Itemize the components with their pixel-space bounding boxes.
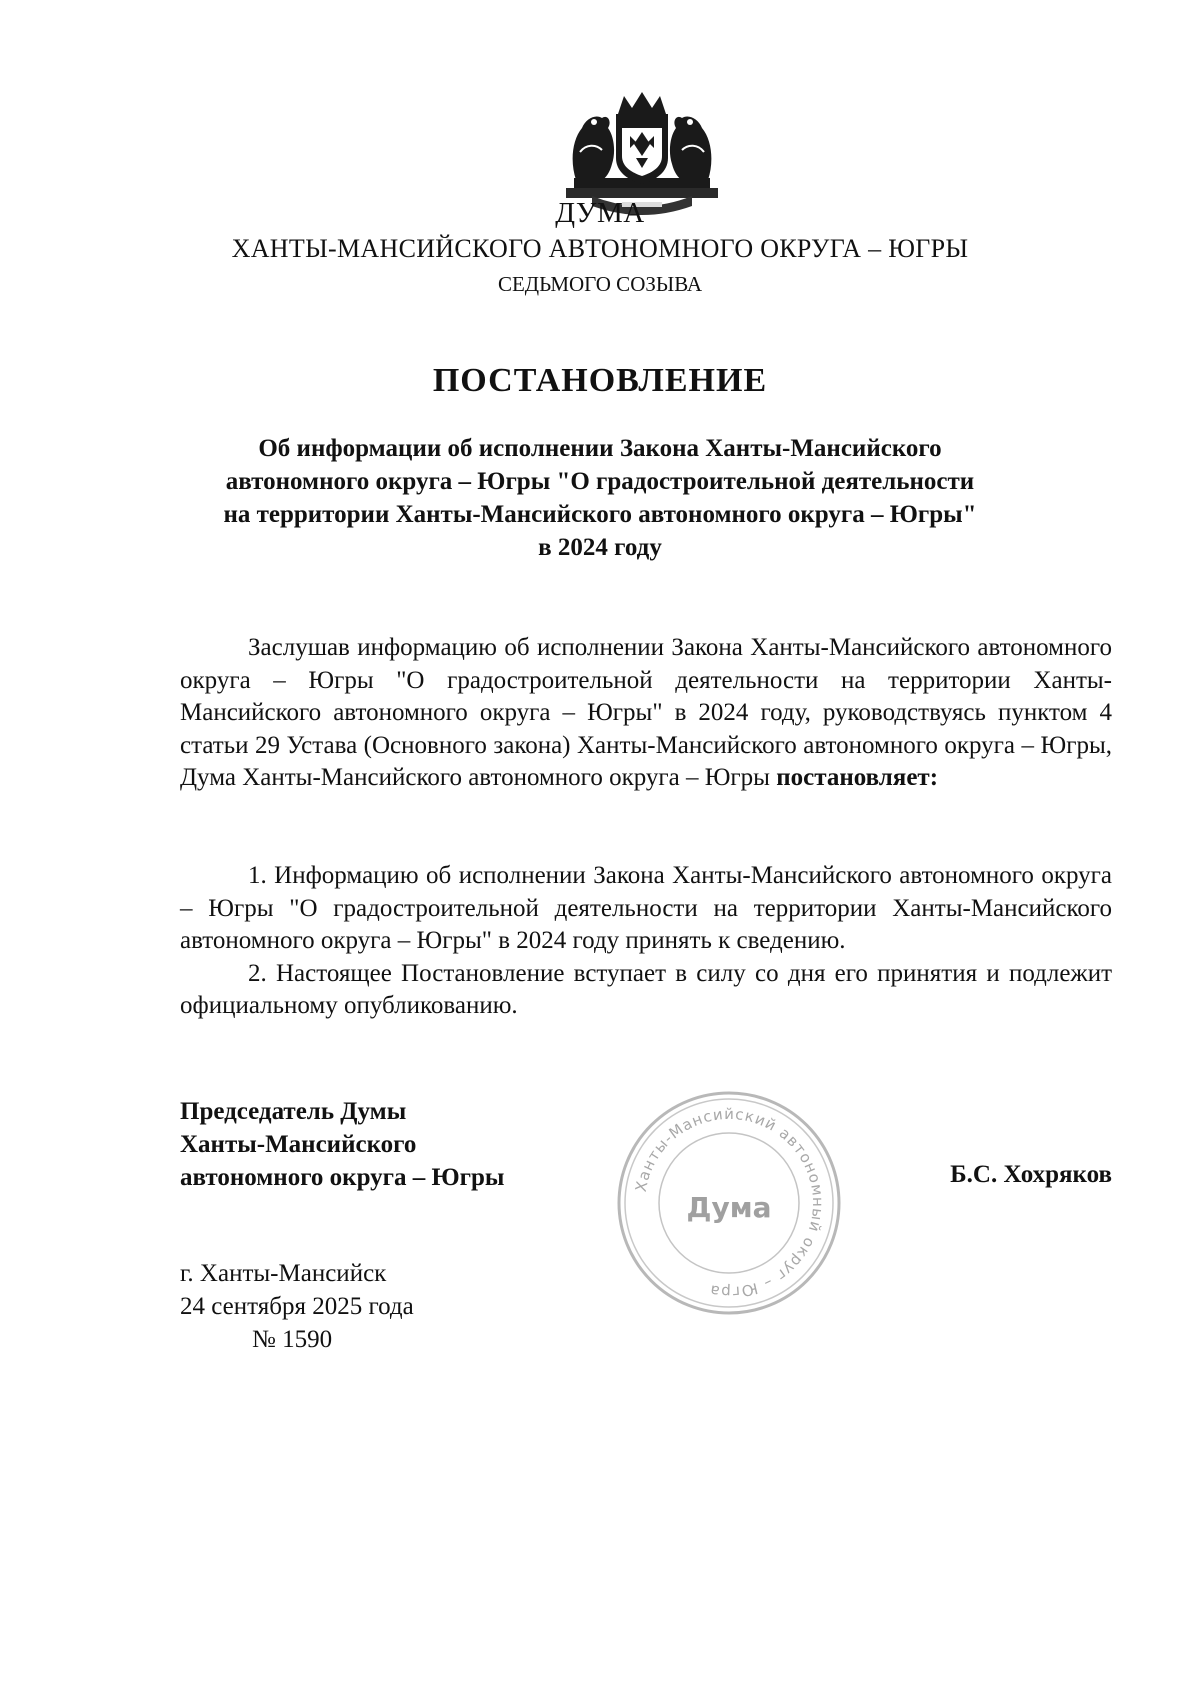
document-subject [200,432,1000,564]
subject-line: в 2024 году [538,534,662,561]
document-type: ПОСТАНОВЛЕНИЕ [432,362,768,399]
signer-title-line: Председатель Думы [180,1098,407,1125]
place-and-date [180,1257,414,1356]
resolution-item: 2. Настоящее Постановление вступает в силу со дня его принятия и подлежит официальному опубликованию. [180,959,1112,1019]
preamble-paragraph [180,632,1112,795]
subject-line: Об информации об исполнении Закона Ханты-Мансийского [258,435,942,462]
document-number: № 1590 [252,1326,333,1353]
signer-title-line: автономного округа – Югры [180,1164,505,1191]
preamble-text: Заслушав информацию об исполнении Закона Ханты-Мансийского автономного округа – Югры "О градостроительной деятельности на территории Ханты-Мансийского автономного округа – Югры" в 2024 году, руководствуясь пунктом 4 статьи 29 Устава (Основного закона) Ханты-Мансийского автономного округа – Югры, Дума Ханты-Мансийского автономного округа – Югры [180,634,1112,791]
signer-title-line: Ханты-Мансийского [180,1131,417,1158]
subject-line: автономного округа – Югры "О градостроительной деятельности [225,468,975,495]
signer-name: Б.С. Хохряков [950,1161,1112,1188]
signer-title [180,1095,504,1194]
resolution-item: 1. Информацию об исполнении Закона Ханты-Мансийского автономного округа – Югры "О градостроительной деятельности на территории Ханты-Мансийского автономного округа – Югры" в 2024 году принять к сведению. [180,862,1112,954]
organization-convocation: СЕДЬМОГО СОЗЫВА [497,272,703,296]
preamble [180,632,1112,795]
decision-word: постановляет: [776,764,939,791]
resolution-items [180,860,1112,1023]
official-seal [616,1090,842,1316]
seal-ring-text: Ханты-Мансийский автономный округ – Югра [631,1104,828,1302]
date: 24 сентября 2025 года [180,1293,414,1320]
subject-line: на территории Ханты-Мансийского автономного округа – Югры" [223,501,977,528]
place: г. Ханты-Мансийск [180,1260,387,1287]
seal-center-text: Дума [686,1191,772,1224]
organization-region: ХАНТЫ-МАНСИЙСКОГО АВТОНОМНОГО ОКРУГА – ЮГРЫ [231,234,969,263]
organization-title: ДУМА [555,197,645,229]
